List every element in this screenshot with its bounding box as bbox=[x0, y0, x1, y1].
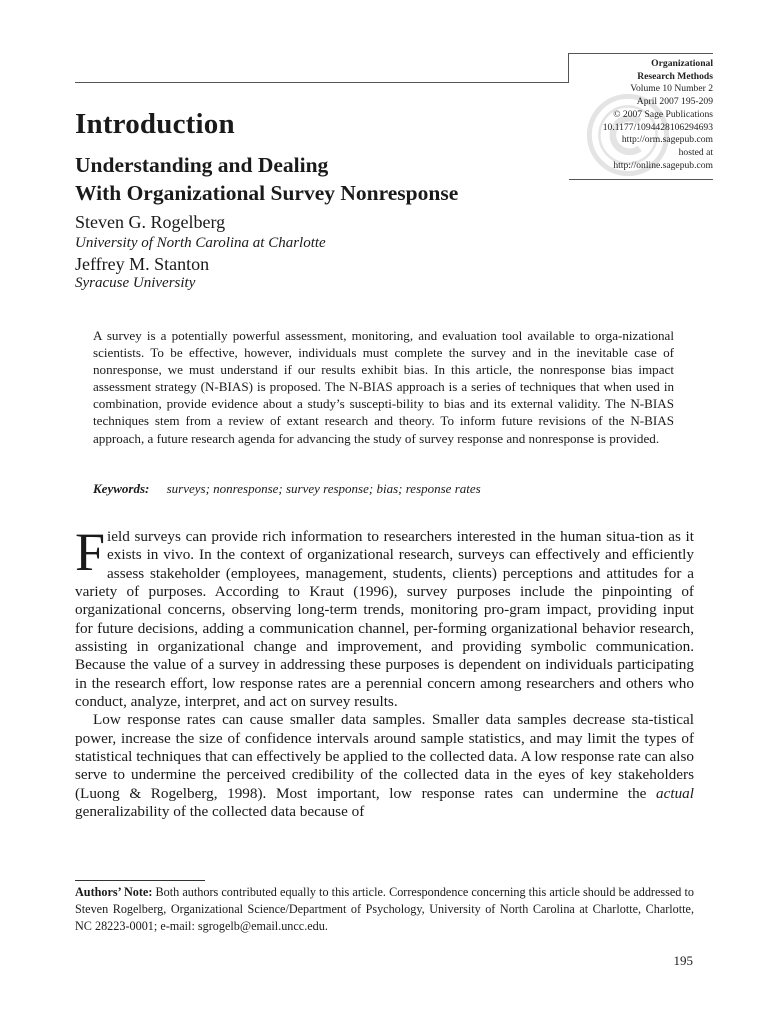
journal-host-url[interactable]: http://online.sagepub.com bbox=[613, 159, 713, 171]
authors-note bbox=[75, 884, 694, 935]
journal-copyright: © 2007 Sage Publications bbox=[613, 108, 713, 120]
author-name-1: Steven G. Rogelberg bbox=[75, 212, 226, 232]
journal-info bbox=[503, 58, 713, 172]
journal-name-line2: Research Methods bbox=[637, 70, 713, 82]
journal-box-top-rule bbox=[568, 53, 713, 54]
journal-date-pages: April 2007 195-209 bbox=[636, 96, 713, 108]
article-title-line1: Understanding and Dealing bbox=[75, 153, 329, 177]
journal-doi[interactable]: 10.1177/1094428106294693 bbox=[602, 121, 713, 133]
journal-volume: Volume 10 Number 2 bbox=[630, 83, 713, 95]
journal-hosted-label: hosted at bbox=[678, 146, 713, 158]
author-name-2: Jeffrey M. Stanton bbox=[75, 254, 210, 274]
keywords-label: Keywords: bbox=[93, 481, 150, 496]
body-paragraph-2 bbox=[75, 711, 694, 821]
journal-box-bottom-rule bbox=[569, 179, 713, 180]
body-paragraph-2-emphasis: actual bbox=[656, 784, 694, 802]
footnote-rule bbox=[75, 880, 205, 881]
keywords bbox=[93, 481, 481, 497]
body-paragraph-2-text-b: generalizability of the collected data because of bbox=[75, 803, 365, 821]
abstract: A survey is a potentially powerful assessment, monitoring, and evaluation tool available to orga-nizational scientists. To be effective, however, individuals must complete the survey and in the inevitable case of nonresponse, we must understand if our results exhibit bias. In this article, the nonresponse bias impact assessment strategy (N-BIAS) is proposed. The N-BIAS approach is a series of techniques that when used in combination, provide evidence about a study’s suscepti-bility to bias and its external validity. The N-BIAS techniques stem from a review of extant research and theory. To inform future revisions of the N-BIAS approach, a future research agenda for advancing the study of survey response and nonresponse is provided. bbox=[93, 328, 674, 446]
authors-note-text: Both authors contributed equally to this article. Correspondence concerning this article should be addressed to Steven Rogelberg, Organizational Science/Department of Psychology, University of North Carolina at Charlotte, Charlotte, NC 28223-0001; e-mail: sgrogelb@email.uncc.edu. bbox=[75, 885, 694, 933]
article-title bbox=[75, 151, 458, 207]
body-paragraph-1-text: ield surveys can provide rich information to researchers interested in the human situa-tion as it exists in vivo. In the context of organizational research, surveys can effectively and efficiently assess stakeholder (employees, management, students, clients) perceptions and attitudes for a variety of purposes. According to Kraut (1996), survey purposes include the pinpointing of organizational concerns, observing long-term trends, monitoring pro-gram impact, providing input for future decisions, adding a communication channel, per-forming organizational behavior research, assisting in organizational change and improvement, and providing symbolic communication. Because the value of a survey in addressing these purposes is dependent on individuals participating in the research effort, low response rates are a perennial concern among researchers and others who conduct, analyze, interpret, and act on survey results. bbox=[75, 528, 694, 711]
author-affiliation-1: University of North Carolina at Charlotte bbox=[75, 235, 326, 251]
header-rule bbox=[75, 82, 569, 83]
body-paragraph-2-text-a: Low response rates can cause smaller data samples. Smaller data samples decrease sta-tistical power, increase the size of confidence intervals around sample statistics, and may limit the types of statistical techniques that can effectively be applied to the collected data. A low response rate can also serve to undermine the perceived credibility of the collected data in the eyes of key stakeholders (Luong & Rogelberg, 1998). Most important, low response rates can undermine the bbox=[75, 711, 694, 802]
section-heading: Introduction bbox=[75, 108, 235, 140]
journal-name-line1: Organizational bbox=[651, 58, 713, 69]
article-title-line2: With Organizational Survey Nonresponse bbox=[75, 181, 459, 205]
body-text bbox=[75, 522, 694, 822]
journal-url[interactable]: http://orm.sagepub.com bbox=[621, 134, 713, 146]
author-affiliation-2: Syracuse University bbox=[75, 275, 196, 291]
page-number: 195 bbox=[673, 953, 693, 968]
authors-note-label: Authors’ Note: bbox=[75, 885, 153, 899]
drop-cap: F bbox=[75, 522, 106, 582]
body-paragraph-1 bbox=[75, 522, 694, 711]
keywords-list: surveys; nonresponse; survey response; bias; response rates bbox=[166, 481, 481, 496]
